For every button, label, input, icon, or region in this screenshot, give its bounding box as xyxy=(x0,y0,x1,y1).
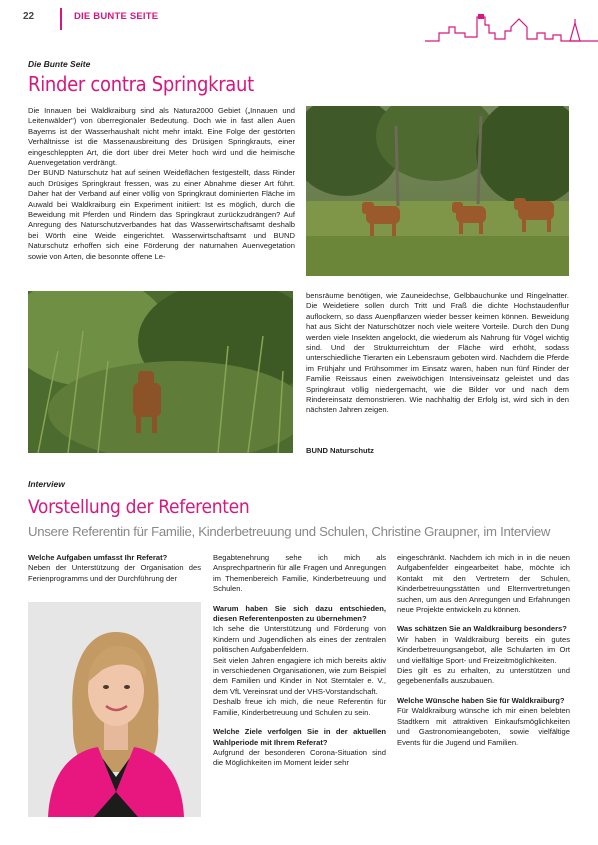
interview-column-2 xyxy=(213,553,386,769)
interview-answer: eingeschränkt. Nachdem ich mich in in die neuen Aufgabenfelder eingearbeitet habe, möchte ich Kontakt mit den Vertretern der Schulen, Kinderbetreuungsstätten und Elternvertretungen suchen, um aus den Anregungen und Erfahrungen neue Projekte entwickeln zu können. xyxy=(397,553,570,615)
interview-answer: Deshalb freue ich mich, die neue Referentin für Familie, Kinderbetreuung und Schulen zu sein. xyxy=(213,697,386,717)
article1-label: Die Bunte Seite xyxy=(28,59,91,69)
article1-paragraph: Der BUND Naturschutz hat auf seinen Weideflächen festgestellt, dass Rinder auch Drüsiges Springkraut fressen, was zu einer Abnahme dieser Art führt. Daher hat der Verband auf einer völlig von Springkraut dominierten Fläche im Auwald bei Waldkraiburg ein Experiment initiiert: Ist es möglich, durch die Beweidung mit Pferden und Rindern das Springkraut zurückzudrängen? Auf Anregung des Naturschutzverbandes hat das Wasserwirtschaftsamt deshalb bei Wörth eine Weide eingerichtet. Wasserwirtschaftsamt und BUND Naturschutz erhoffen sich eine Förderung der naturnahen Auenvegetation sowie von Arten, die besonnte offene Le- xyxy=(28,168,295,261)
article1-paragraph: Die Innauen bei Waldkraiburg sind als Natura2000 Gebiet („Innauen und Leitenwälder") von überregionaler Bedeutung. Doch wie in fast allen Auen Bayerns ist der Wasserhaushalt nicht mehr intakt. Eine Folge der gestörten Verhältnisse ist die Massenausbreitung des Drüsigen Springkrauts, einer eingeschleppten Art, die dort über drei Meter hoch wird und die heimische Auenvegetation verdrängt. xyxy=(28,106,295,168)
portrait-photo xyxy=(28,602,201,817)
interview-column-1 xyxy=(28,553,201,584)
header-divider xyxy=(60,8,62,30)
interview-question: Welche Aufgaben umfasst Ihr Referat? xyxy=(28,553,168,562)
interview-question: Was schätzen Sie an Waldkraiburg besonders? xyxy=(397,624,567,634)
interview-answer: Ich sehe die Unterstützung und Förderung von Kindern und Jugendlichen als eines der zentralen politischen Aufgabenfeldern. xyxy=(213,624,386,655)
interview-question: Welche Wünsche haben Sie für Waldkraiburg? xyxy=(397,695,565,705)
interview-answer: Aufgrund der besonderen Corona-Situation sind die Möglichkeiten im Moment leider sehr xyxy=(213,747,386,768)
interview-answer: Seit vielen Jahren engagiere ich mich bereits aktiv in verschiedenen Organisationen, wie zum Beispiel dem Familien und Kinder in Not Sterntaler e. V., dem VfL Vereinsrat und der VHS-Vorstandschaft. xyxy=(213,655,386,696)
interview-answer: Wir haben in Waldkraiburg bereits ein gutes Kinderbetreuungsangebot, alle Schularten im Ort und vielfältige Sport- und Freizeitmöglichkeiten. xyxy=(397,634,570,665)
interview-column-3 xyxy=(397,553,570,748)
interview-answer: Begabtenehrung sehe ich mich als Ansprechpartnerin für alle Fragen und Anregungen im Themenbereich Familie, Kinderbetreuung und Schulen. xyxy=(213,553,386,594)
page-number: 22 xyxy=(23,11,35,22)
article1-paragraph: bensräume benötigen, wie Zauneidechse, Gelbbauchunke und Ringelnatter. Die Weidetiere sollen durch Tritt und Fraß die dichte Hochstaudenflur auflockern, so dass Auenpflanzen wieder besser keimen können. Beweidung hat aus Sicht der Naturschützer noch viele weitere Vorteile. Durch den Dung werden viele Insekten angelockt, die wiederum als Nahrung für Vögel wichtig sind. Und der Strukturreichtum der Fläche wird erhöht, sodass unterschiedliche Tierarten ein Lebensraum geboten wird. Nachdem die Pferde im Frühjahr und Frühsommer im Einsatz waren, haben nun fünf Rinder der Familie Reissaus einen zweiwöchigen Intensiveinsatz geleistet und das Springkraut völlig niedergemacht, wie die Bilder vor und nach dem Rindereinsatz demonstrieren. Wie nachhaltig der Erfolg ist, wird sich in den nächsten Jahren zeigen. xyxy=(306,291,569,415)
article1-title: Rinder contra Springkraut xyxy=(28,72,254,96)
cow-in-springkraut-photo xyxy=(28,291,293,453)
article2-title: Vorstellung der Referenten xyxy=(28,496,250,518)
interview-question: Warum haben Sie sich dazu entschieden, diesen Referentenposten zu übernehmen? xyxy=(213,603,386,624)
interview-answer: Neben der Unterstützung der Organisation des Ferienprogramms und der Durchführung der xyxy=(28,563,201,583)
article1-signature: BUND Naturschutz xyxy=(306,446,374,455)
town-skyline-icon xyxy=(425,13,598,43)
section-title: DIE BUNTE SEITE xyxy=(74,11,159,22)
article1-column-2 xyxy=(306,291,569,416)
article2-subtitle: Unsere Referentin für Familie, Kinderbetreuung und Schulen, Christine Graupner, im Interview xyxy=(28,524,551,539)
interview-answer: Dies gilt es zu erhalten, zu unterstützen und gegebenenfalls auszubauen. xyxy=(397,666,570,686)
interview-question: Welche Ziele verfolgen Sie in der aktuellen Wahlperiode mit Ihrem Referat? xyxy=(213,727,386,747)
article2-label: Interview xyxy=(28,479,65,489)
cows-on-meadow-photo xyxy=(306,106,569,276)
interview-answer: Für Waldkraiburg wünsche ich mir einen belebten Stadtkern mit attraktiven Einkaufsmöglichkeiten und Gastronomieangeboten, sowie vielfältige Events für die Jugend und Familien. xyxy=(397,706,570,747)
article1-column-1 xyxy=(28,106,295,262)
